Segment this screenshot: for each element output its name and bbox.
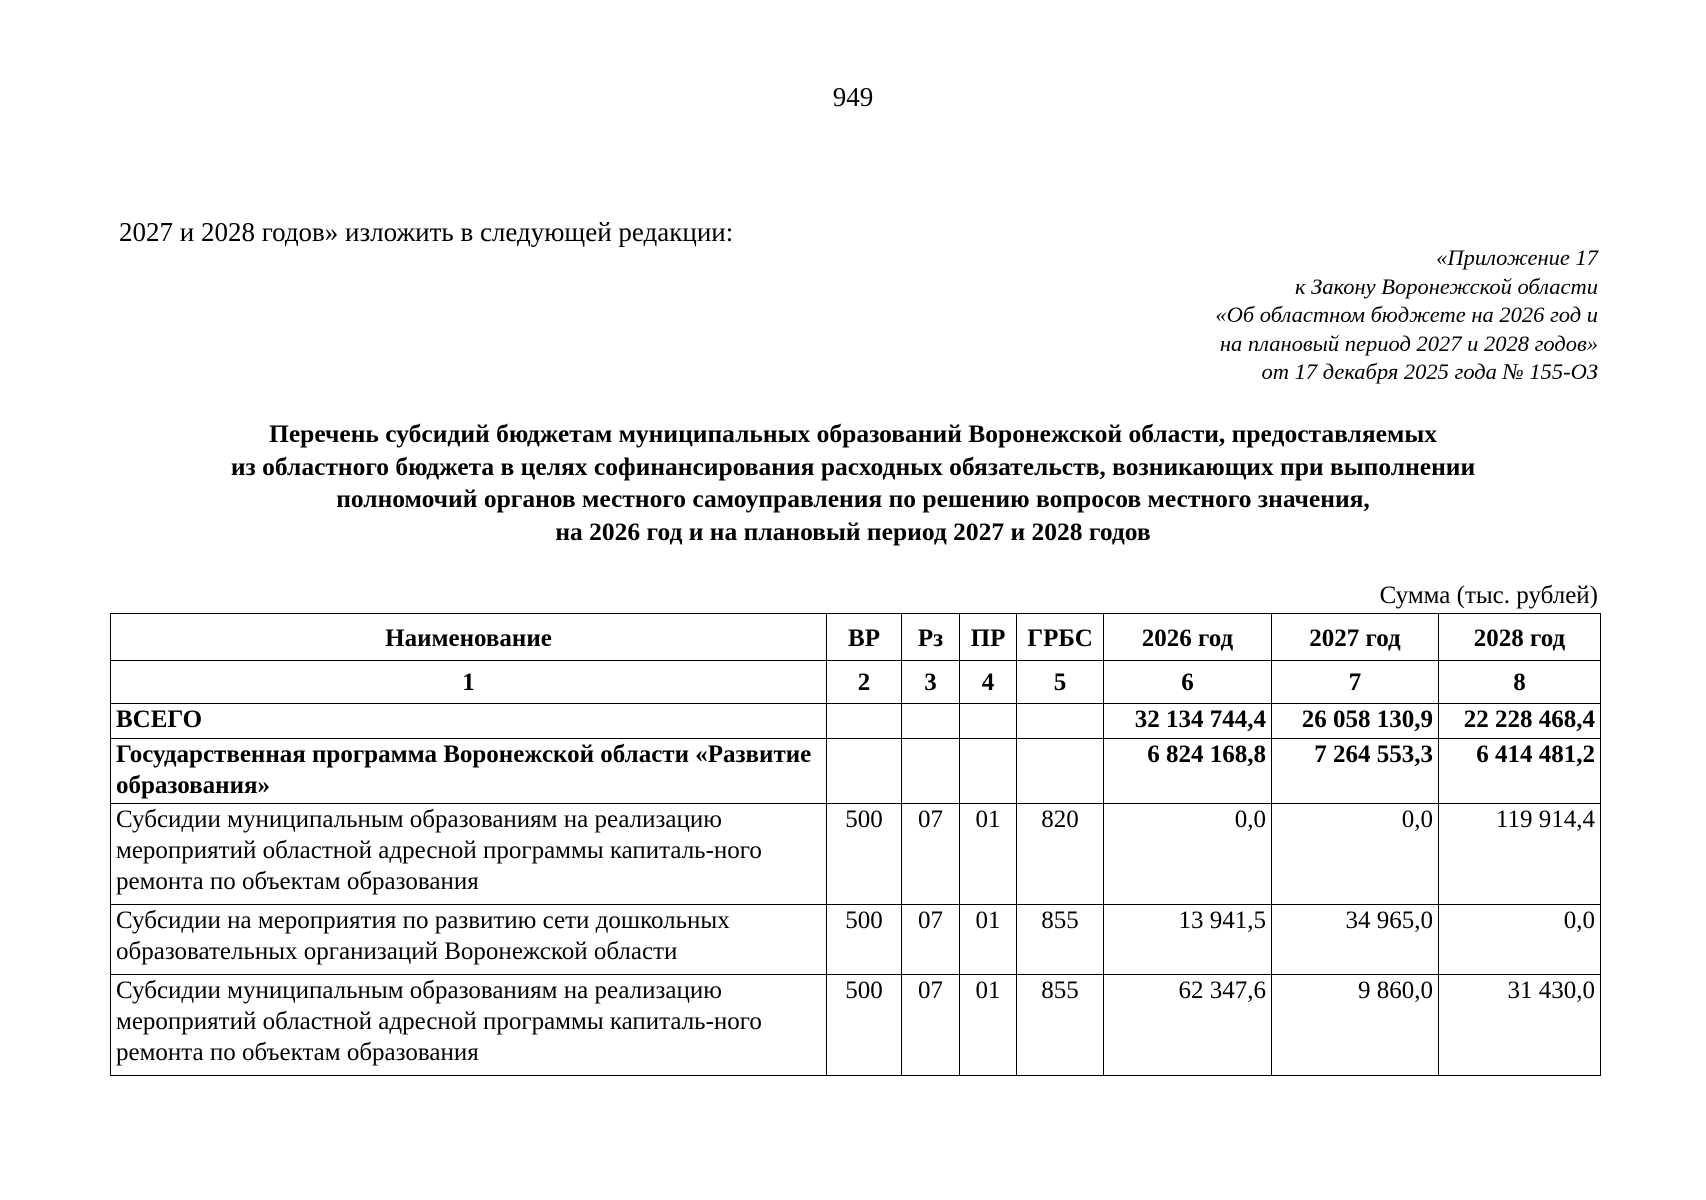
- row-rz: 07: [902, 804, 960, 905]
- subsidy-table: [110, 613, 1601, 1076]
- unit-label: Сумма (тыс. рублей): [1379, 582, 1598, 609]
- table-row: [111, 905, 1601, 975]
- title-line: Перечень субсидий бюджетам муниципальных образований Воронежской области, предоставляемых: [269, 419, 1437, 448]
- column-number: 1: [111, 661, 827, 704]
- appendix-line: от 17 декабря 2025 года № 155-ОЗ: [1261, 359, 1598, 384]
- row-2026: 32 134 744,4: [1104, 704, 1272, 739]
- row-grbs: 820: [1017, 804, 1104, 905]
- row-vr: 500: [827, 804, 902, 905]
- row-vr: [827, 704, 902, 739]
- column-number: 7: [1272, 661, 1439, 704]
- row-name: Субсидии на мероприятия по развитию сети дошкольных образовательных организаций Воронежской области: [111, 905, 827, 975]
- row-vr: [827, 739, 902, 804]
- title-line: из областного бюджета в целях софинансирования расходных обязательств, возникающих при выполнении: [230, 451, 1476, 481]
- header-rz: Рз: [902, 614, 960, 661]
- header-2027: 2027 год: [1272, 614, 1439, 661]
- row-pr: [960, 704, 1017, 739]
- header-vr: ВР: [827, 614, 902, 661]
- appendix-line: на плановый период 2027 и 2028 годов»: [1219, 330, 1598, 356]
- row-vr: 500: [827, 975, 902, 1076]
- row-rz: [902, 704, 960, 739]
- page-number: 949: [832, 82, 874, 112]
- table-row-program: [111, 739, 1601, 804]
- column-number: 8: [1439, 661, 1601, 704]
- row-pr: 01: [960, 804, 1017, 905]
- appendix-line: к Закону Воронежской области: [1295, 273, 1598, 299]
- header-pr: ПР: [960, 614, 1017, 661]
- column-number: 5: [1017, 661, 1104, 704]
- column-number-row: [111, 661, 1601, 704]
- document-title: [0, 418, 1706, 548]
- row-2027: 9 860,0: [1272, 975, 1439, 1076]
- row-grbs: [1017, 704, 1104, 739]
- row-2026: 0,0: [1104, 804, 1272, 905]
- row-2027: 34 965,0: [1272, 905, 1439, 975]
- row-name: Субсидии муниципальным образованиям на реализацию мероприятий областной адресной программы капиталь-ного ремонта по объектам образования: [111, 975, 827, 1076]
- row-grbs: 855: [1017, 975, 1104, 1076]
- column-number: 3: [902, 661, 960, 704]
- row-name: ВСЕГО: [111, 704, 827, 739]
- column-number: 6: [1104, 661, 1272, 704]
- row-rz: 07: [902, 905, 960, 975]
- title-line: на 2026 год и на плановый период 2027 и 2028 годов: [555, 516, 1151, 546]
- row-2028: 6 414 481,2: [1439, 739, 1601, 804]
- header-2026: 2026 год: [1104, 614, 1272, 661]
- row-2028: 31 430,0: [1439, 975, 1601, 1076]
- row-2026: 6 824 168,8: [1104, 739, 1272, 804]
- title-line: полномочий органов местного самоуправления по решению вопросов местного значения,: [336, 484, 1370, 513]
- row-rz: [902, 739, 960, 804]
- row-2028: 0,0: [1439, 905, 1601, 975]
- row-grbs: 855: [1017, 905, 1104, 975]
- appendix-block: [1215, 244, 1598, 387]
- row-pr: 01: [960, 975, 1017, 1076]
- row-2027: 26 058 130,9: [1272, 704, 1439, 739]
- column-number: 4: [960, 661, 1017, 704]
- intro-line: 2027 и 2028 годов» изложить в следующей редакции:: [119, 217, 734, 247]
- table-row-total: [111, 704, 1601, 739]
- row-pr: 01: [960, 905, 1017, 975]
- row-name: Субсидии муниципальным образованиям на реализацию мероприятий областной адресной программы капиталь-ного ремонта по объектам образования: [111, 804, 827, 905]
- appendix-line: «Об областном бюджете на 2026 год и: [1215, 302, 1598, 327]
- row-2027: 0,0: [1272, 804, 1439, 905]
- row-vr: 500: [827, 905, 902, 975]
- row-2026: 62 347,6: [1104, 975, 1272, 1076]
- header-name: Наименование: [111, 614, 827, 661]
- row-name: Государственная программа Воронежской области «Развитие образования»: [111, 739, 827, 804]
- row-grbs: [1017, 739, 1104, 804]
- appendix-line: «Приложение 17: [1436, 245, 1598, 270]
- row-2028: 22 228 468,4: [1439, 704, 1601, 739]
- row-2027: 7 264 553,3: [1272, 739, 1439, 804]
- column-number: 2: [827, 661, 902, 704]
- row-pr: [960, 739, 1017, 804]
- table-header-row: [111, 614, 1601, 661]
- table-row: [111, 975, 1601, 1076]
- header-2028: 2028 год: [1439, 614, 1601, 661]
- row-2028: 119 914,4: [1439, 804, 1601, 905]
- row-rz: 07: [902, 975, 960, 1076]
- header-grbs: ГРБС: [1017, 614, 1104, 661]
- table-row: [111, 804, 1601, 905]
- row-2026: 13 941,5: [1104, 905, 1272, 975]
